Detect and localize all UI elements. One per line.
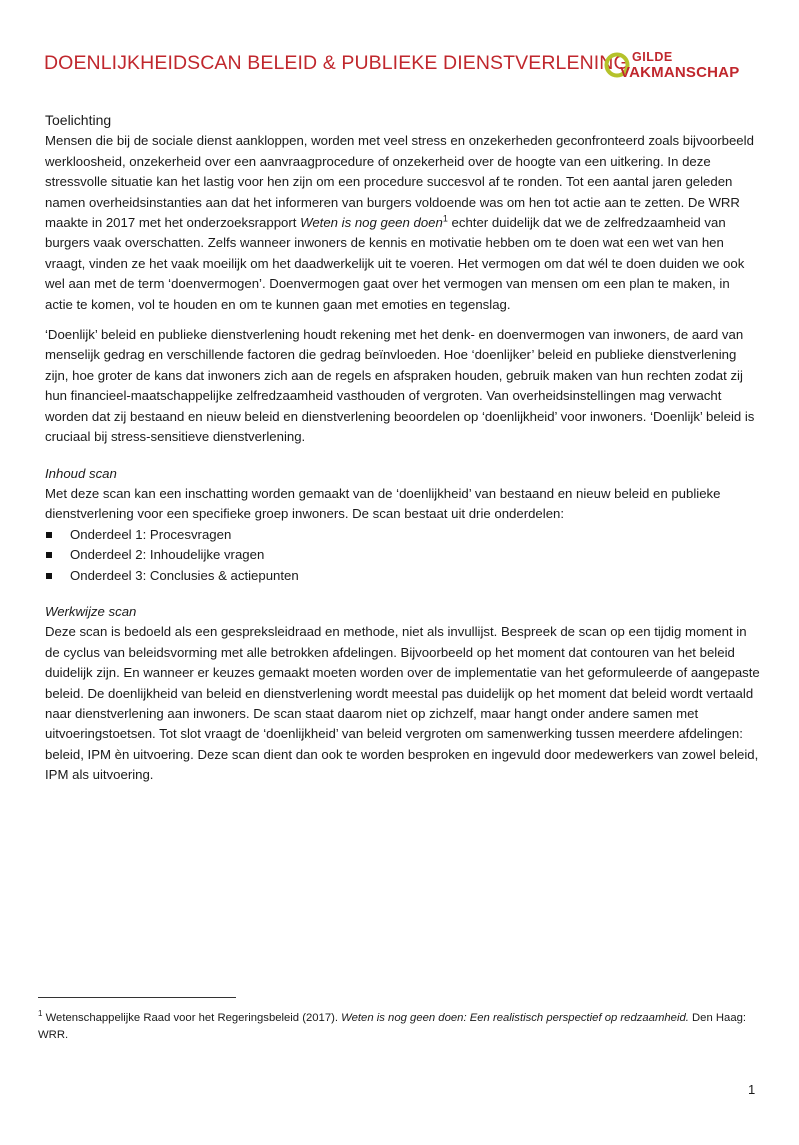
section-title-toelichting: Toelichting	[45, 112, 112, 128]
toelichting-paragraph-2: ‘Doenlijk’ beleid en publieke dienstverlening houdt rekening met het denk- en doenvermogen van inwoners, de aard van menselijk gedrag en verschillende factoren die gedrag beïnvloeden. Hoe ‘doenlijker’ beleid en publieke dienstverlening zijn, hoe groter de kans dat inwoners zich aan de regels en afspraken houden, gebruik maken van hun rechten zodat zij hun financieel-maatschappelijke zelfredzaamheid vasthouden of vergroten. Van overheidsinstellingen mag verwacht worden dat zij bestaand en nieuw beleid en dienstverlening beoordelen op ‘doenlijkheid’ voor inwoners. ‘Doenlijk’ beleid is cruciaal bij stress-sensitieve dienstverlening.	[45, 327, 755, 445]
section-title-werkwijze-scan: Werkwijze scan	[45, 603, 137, 619]
inhoud-scan-text: Met deze scan kan een inschatting worden gemaakt van de ‘doenlijkheid’ van bestaand en nieuw beleid en publieke dienstverlening voor een specifieke groep inwoners. De scan bestaat uit drie onderdelen:	[45, 485, 721, 522]
onderdelen-list	[45, 525, 760, 586]
logo-text-gilde: GILDE	[632, 50, 673, 64]
footnote-number: 1	[38, 1009, 43, 1019]
werkwijze-scan-text: Deze scan is bedoeld als een gespreksleidraad en methode, niet als invullijst. Bespreek de scan op een tijdig moment in de cyclus van beleidsvorming met alle betrokken afdelingen. Bijvoorbeeld op het moment dat contouren van het beleid duidelijk zijn. En wanneer er keuzes gemaakt moeten worden over de implementatie van het geformuleerde of aangepaste beleid. De doenlijkheid van beleid en dienstverlening wordt meestal pas duidelijk op het moment dat beleid wordt vertaald naar dienstverlening aan inwoners. De scan staat daarom niet op zichzelf, maar hangt onder andere samen met uitvoeringstoetsen. Tot slot vraagt de ‘doenlijkheid’ van beleid vergroten om samenwerking tussen meerdere afdelingen: beleid, IPM èn uitvoering. Deze scan dient dan ook te worden besproken en ingevuld door medewerkers van zowel beleid, IPM als uitvoering.	[45, 624, 760, 783]
document-body	[45, 110, 760, 786]
report-title-italic: Weten is nog geen doen	[300, 215, 443, 231]
footnote: $^1$ Wetenschappelijke Raad voor het Regeringsbeleid (2017). Weten is nog geen doen: Een realistisch perspectief op redzaamheid. Den Haag: WRR.	[38, 1009, 747, 1041]
list-item: Onderdeel 1: Procesvragen	[45, 525, 760, 545]
toelichting-paragraph-1: Mensen die bij de sociale dienst aankloppen, worden met veel stress en onzekerheden geconfronteerd zoals bijvoorbeeld werkloosheid, onzekerheid over een aanvraagprocedure of onzekerheid over de hoogte van een uitkering. In deze stressvolle situatie kan het lastig voor hen zijn om een procedure succesvol af te ronden. Tot een aantal jaren geleden namen overheidsinstanties aan dat het informeren van burgers voldoende was om hen tot actie aan te zetten. De WRR maakte in 2017 met het onderzoeksrapport Weten is nog geen doen$^1$ echter duidelijk dat we de zelfredzaamheid van burgers vaak overschatten. Zelfs wanneer inwoners de kennis en motivatie hebben om te doen wat een wet van hen vraagt, vinden ze het vaak moeilijk om het daadwerkelijk uit te voeren. Het vermogen om dat wél te doen duiden we ook wel aan met de term ‘doenvermogen’. Doenvermogen gaat over het vermogen van mensen om een plan te maken, in actie te komen, vol te houden en om te kunnen gaan met emoties en tegenslag.	[45, 133, 754, 312]
page-number: 1	[748, 1082, 756, 1097]
logo-text-vakmanschap: VAKMANSCHAP	[620, 64, 740, 81]
list-item: Onderdeel 3: Conclusies & actiepunten	[45, 566, 760, 586]
gilde-vakmanschap-logo	[604, 50, 754, 82]
footnote-separator	[38, 997, 236, 998]
document-title: DOENLIJKHEIDSCAN BELEID & PUBLIEKE DIENSTVERLENING	[44, 52, 629, 74]
list-item: Onderdeel 2: Inhoudelijke vragen	[45, 545, 760, 565]
footnote-reference: 1	[442, 213, 448, 224]
section-title-inhoud-scan: Inhoud scan	[45, 465, 117, 481]
